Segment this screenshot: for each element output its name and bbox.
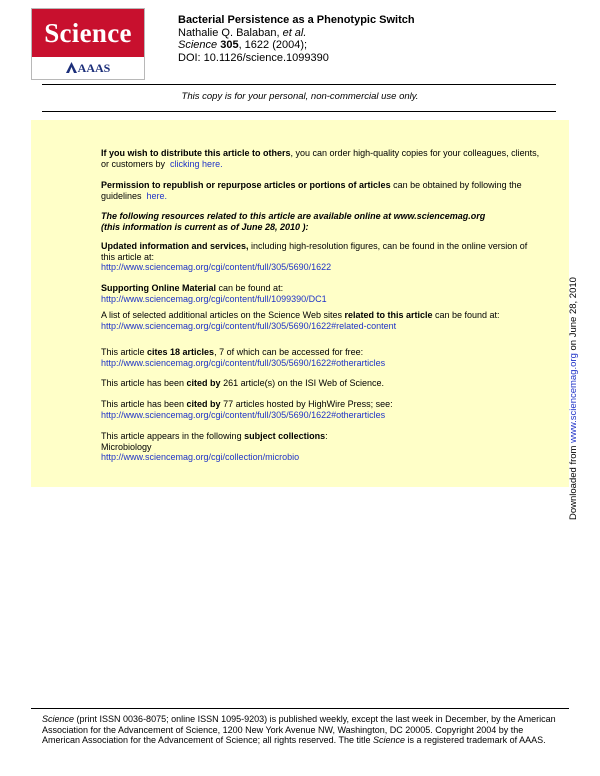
article-reference: Science 305, 1622 (2004); [178,39,308,51]
aaas-triangle-icon [66,62,77,73]
som-block: Supporting Online Material can be found at: http://www.sciencemag.org/cgi/content/full/1099390/DC1 [101,283,541,304]
updated-info-link[interactable]: http://www.sciencemag.org/cgi/content/full/305/5690/1622 [101,262,332,272]
subject-link[interactable]: http://www.sciencemag.org/cgi/collection/microbio [101,452,300,462]
highwire-link[interactable]: http://www.sciencemag.org/cgi/content/full/305/5690/1622#otherarticles [101,409,386,420]
distribute-block: If you wish to distribute this article to others, you can order high-quality copies for your colleagues, clients, or customers by clicking here. [101,148,540,169]
article-citation [178,14,415,64]
download-notice: Downloaded from www.sciencemag.org on June 28, 2010 [568,277,579,520]
cites-block: This article cites 18 articles, 7 of which can be accessed for free: http://www.sciencemag.org/cgi/content/full/305/5690/1622#otherarticles [101,347,541,368]
sciencemag-link[interactable]: www.sciencemag.org [568,353,579,443]
highwire-block: This article has been cited by 77 articles hosted by HighWire Press; see: http://www.sciencemag.org/cgi/content/full/305/5690/1622#otherarticles [101,399,541,420]
clicking-here-link[interactable]: clicking here. [170,158,223,169]
article-authors: Nathalie Q. Balaban, et al. [178,26,307,39]
header-rule-bottom [42,111,556,112]
article-doi: DOI: 10.1126/science.1099390 [178,51,329,64]
related-link[interactable]: http://www.sciencemag.org/cgi/content/full/305/5690/1622#related-content [101,320,397,331]
permission-block: Permission to republish or repurpose articles or portions of articles can be obtained by following the guidelines here. [101,180,522,201]
som-link[interactable]: http://www.sciencemag.org/cgi/content/full/1099390/DC1 [101,293,327,304]
footer-rule [31,708,569,709]
guidelines-link[interactable]: here. [146,190,168,201]
resources-heading: The following resources related to this article are available online at www.sciencemag.org (this information is current as of June 28, 2010 ): [101,211,486,232]
header-rule-top [42,84,556,85]
article-title: Bacterial Persistence as a Phenotypic Switch [178,14,415,26]
subject-collection-name: Microbiology [101,441,152,452]
usage-notice: This copy is for your personal, non-commercial use only. [181,91,419,102]
updated-info-block: Updated information and services, including high-resolution figures, can be found in the online version of this article at: http://www.sciencemag.org/cgi/content/full/305/5690/1622 [101,241,541,273]
copyright-footer: Science (print ISSN 0036-8075; online ISSN 1095-9203) is published weekly, except the last week in December, by the American Association for the Advancement of Science, 1200 New York Avenue NW, Washington, DC 20005. Copyright 2004 by the American Association for the Advancement of Science; all rights reserved. The title Science is a registered trademark of AAAS. [42,714,556,745]
subject-block: This article appears in the following subject collections: Microbiology http://www.sciencemag.org/cgi/collection/microbio [101,431,541,463]
related-block: A list of selected additional articles on the Science Web sites related to this article can be found at: http://www.sciencemag.org/cgi/content/full/305/5690/1622#related-content [101,310,541,331]
isi-block: This article has been cited by 261 article(s) on the ISI Web of Science. [101,378,384,388]
aaas-label: AAAS [77,61,111,75]
aaas-logo [32,58,144,79]
science-wordmark: Science [32,9,144,57]
cites-link[interactable]: http://www.sciencemag.org/cgi/content/full/305/5690/1622#otherarticles [101,357,386,368]
science-logo [31,8,145,80]
